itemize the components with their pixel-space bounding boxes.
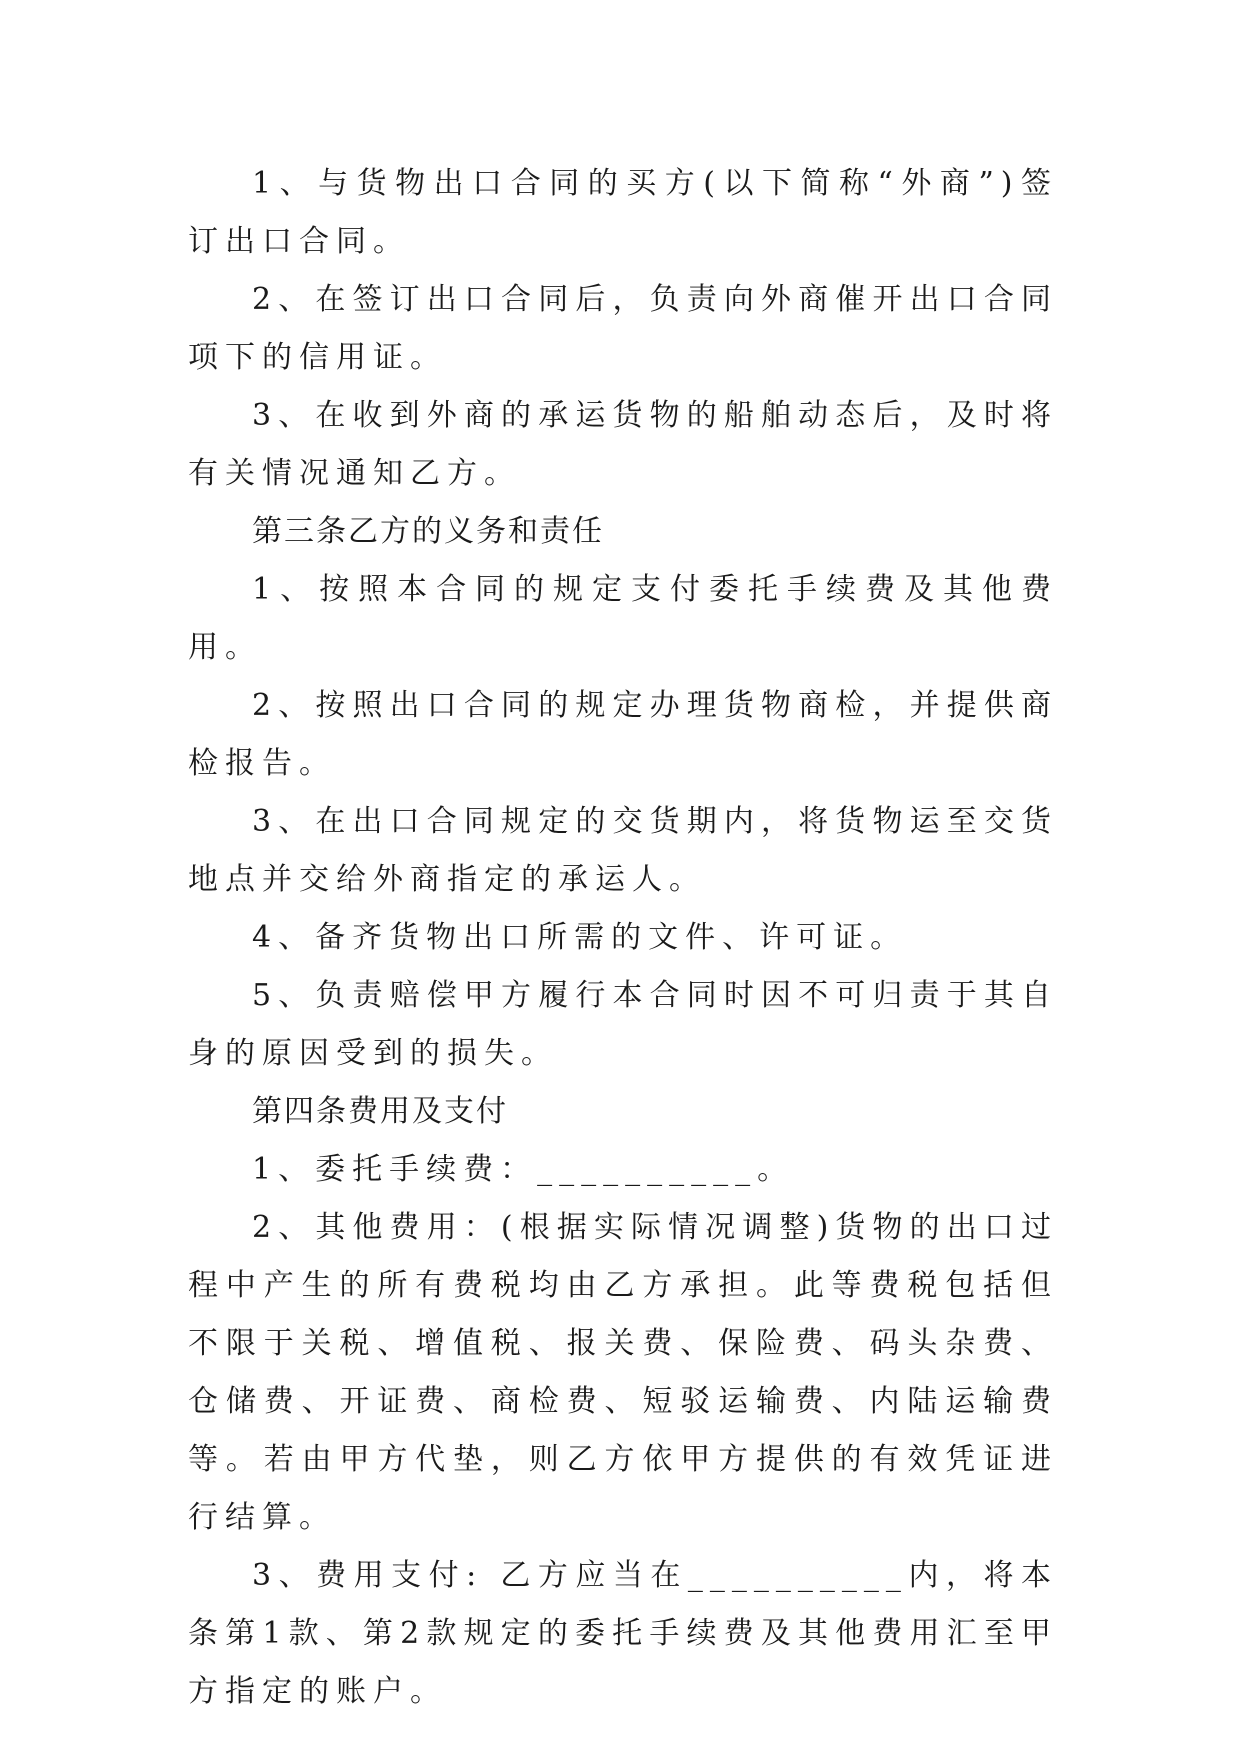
document-body — [188, 155, 1058, 1721]
party-a-duty-2: 2、在签订出口合同后，负责向外商催开出口合同项下的信用证。 — [188, 282, 1058, 375]
party-b-duty-4: 4、备齐货物出口所需的文件、许可证。 — [252, 920, 908, 955]
fee-clause-3: 3、费用支付: 乙方应当在__________内，将本条第1款、第2款规定的委托手续费及其他费用汇至甲方指定的账户。 — [188, 1558, 1058, 1709]
article-3-heading: 第三条乙方的义务和责任 — [252, 514, 604, 549]
party-b-duty-2: 2、按照出口合同的规定办理货物商检，并提供商检报告。 — [188, 688, 1058, 781]
fee-clause-2: 2、其他费用：(根据实际情况调整)货物的出口过程中产生的所有费税均由乙方承担。此等费税包括但不限于关税、增值税、报关费、保险费、码头杂费、仓储费、开证费、商检费、短驳运输费、内陆运输费等。若由甲方代垫，则乙方依甲方提供的有效凭证进行结算。 — [188, 1210, 1058, 1535]
party-a-duty-3: 3、在收到外商的承运货物的船舶动态后，及时将有关情况通知乙方。 — [188, 398, 1058, 491]
party-b-duty-1: 1、按照本合同的规定支付委托手续费及其他费用。 — [188, 572, 1058, 665]
fee-clause-1: 1、委托手续费：__________。 — [252, 1152, 795, 1187]
party-a-duty-1: 1、与货物出口合同的买方(以下简称“外商”)签订出口合同。 — [188, 166, 1058, 259]
party-b-duty-3: 3、在出口合同规定的交货期内，将货物运至交货地点并交给外商指定的承运人。 — [188, 804, 1058, 897]
article-4-heading: 第四条费用及支付 — [252, 1094, 508, 1129]
party-b-duty-5: 5、负责赔偿甲方履行本合同时因不可归责于其自身的原因受到的损失。 — [188, 978, 1058, 1071]
